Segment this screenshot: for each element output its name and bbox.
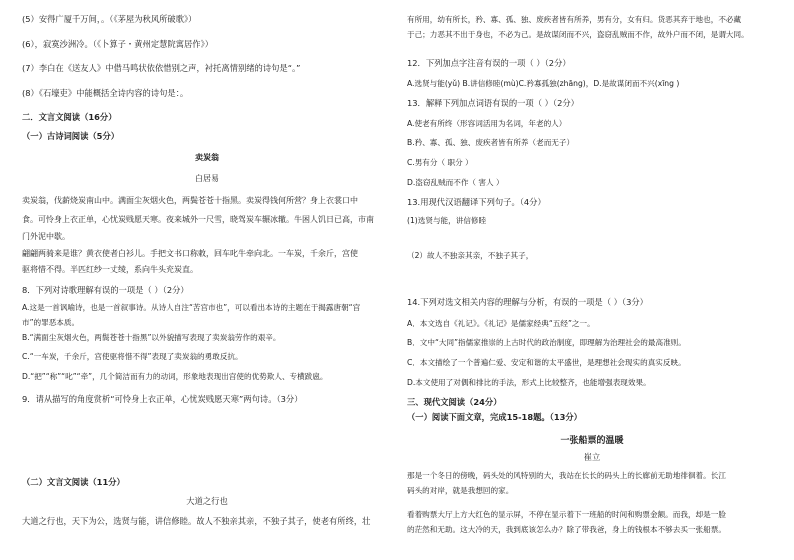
poem-line: 驱将惜不得。半匹红纱一丈绫，系向牛头充炭直。 (22, 265, 198, 274)
fill-blank-6: (6），寂寞沙洲冷。（《卜算子・黄州定慧院寓居作》） (22, 39, 214, 49)
poem-line: 翩翩两骑来是谁？黄衣使者白衫儿。手把文书口称敕，回车叱牛牵向北。一车炭，千余斤，宫使 (22, 249, 358, 258)
option-a: A．本文选自《礼记》。《礼记》是儒家经典“五经”之一。 (407, 319, 595, 328)
fill-blank-5: (5）安得广厦千万间，。（《茅屋为秋风所破歌》） (22, 14, 197, 24)
fill-blank-7: (7）李白在《送友人》中借马鸣状依依惜别之声，衬托离情别绪的诗句是“。” (22, 63, 301, 73)
option-c: C．本文描绘了一个普遍仁爱、安定和谐的太平盛世，是理想社会现实的真实反映。 (407, 358, 686, 367)
poem-line: 食。可怜身上衣正单，心忧炭贱愿天寒。夜来城外一尺雪，晓驾炭车辗冰辙。牛困人饥日已高，市南 (22, 215, 374, 224)
poem-line: 门外泥中歇。 (22, 232, 70, 241)
option-a: A.使老有所终（形容词活用为名词，年老的人） (407, 119, 567, 128)
poem-author: 白居易 (195, 174, 219, 183)
subsection-heading: （一）阅读下面文章，完成15-18题。（13分） (407, 412, 582, 422)
prose-line: 大道之行也，天下为公，选贤与能，讲信修睦。故人不独亲其亲，不独子其子，使老有所终，壮 (22, 516, 371, 526)
story-paragraph: 看着购票大厅上方大红色的显示屏，不停在显示着下一班船的时间和购票金额。而我，却是一脸 (407, 510, 726, 519)
question-12-options: A.选贤与能(yǔ) B.讲信修睦(mù)C.矜寡孤独(zhāng)，D.是故谋闭而不兴(xīng ) (407, 79, 680, 88)
option-a: A.这是一首讽喻诗，也是一首叙事诗。从诗人自注“苦宫市也”，可以看出本诗的主题在于揭露唐朝“宫 (22, 303, 361, 312)
section-heading: 二．文言文阅读（16分） (22, 112, 117, 122)
translate-item-1: (1)选贤与能，讲信修睦 (407, 216, 487, 225)
subsection-heading: （一）古诗词阅读（5分） (22, 131, 120, 141)
section-heading: 三、现代文阅读（24分） (407, 397, 502, 407)
prose-line: 有所用，幼有所长，矜、寡、孤、独、废疾者皆有所养，男有分，女有归。货恶其弃于地也，不必藏 (407, 15, 742, 24)
story-paragraph: 的茫然和无助。这大冷的天，我到底该怎么办？除了带我爸，身上的钱根本不够去买一张船票。 (407, 525, 726, 534)
poem-title: 卖炭翁 (195, 152, 219, 162)
option-d: D.盗窃乱贼而不作（ 害人 ） (407, 178, 504, 187)
question-8: 8．下列对诗歌理解有误的一项是（ ）（2分） (22, 285, 189, 295)
prose-line: 于己；力恶其不出于身也，不必为己。是故谋闭而不兴，盗窃乱贼而不作，故外户而不闭，是谓大同。 (407, 30, 749, 39)
subsection-heading: （二）文言文阅读（11分） (22, 477, 125, 487)
question-14: 14.下列对选文相关内容的理解与分析，有误的一项是（ ）（3分） (407, 297, 648, 307)
fill-blank-8: (8）《石壕吏》中能概括全诗内容的诗句是：。 (22, 88, 189, 98)
option-c: C.男有分（ 职分 ） (407, 158, 473, 167)
option-b: B．文中“大同”指儒家推崇的上古时代的政治制度，即理解为治理社会的最高准则。 (407, 338, 686, 347)
question-12: 12．下列加点字注音有误的一项（ ）（2分） (407, 58, 571, 68)
story-paragraph: 码头的对岸，就是我想回的家。 (407, 486, 514, 495)
option-b: B.“满面尘灰烟火色，两鬓苍苍十指黑”以外貌描写表现了卖炭翁劳作的艰辛。 (22, 333, 281, 342)
option-c: C.“一车炭，千余斤，宫使驱将惜不得”表现了卖炭翁的勇敢反抗。 (22, 352, 243, 361)
poem-line: 卖炭翁，伐薪烧炭南山中。满面尘灰烟火色，两鬓苍苍十指黑。卖炭得钱何所营？身上衣裳口中 (22, 196, 358, 205)
question-9: 9．请从描写的角度赏析“可怜身上衣正单，心忧炭贱愿天寒”两句诗。（3分） (22, 394, 303, 404)
option-b: B.矜、寡、孤、独、废疾者皆有所养（老而无子） (407, 138, 575, 147)
option-d: D.“把”“称”“叱”“牵”，几个简洁而有力的动词，形象地表现出宫使的优势欺人、专横跋扈。 (22, 372, 328, 381)
option-a-cont: 市”的罪恶本质。 (22, 318, 80, 327)
story-title: 一张船票的温暖 (560, 436, 624, 446)
question-13: 13．解释下列加点词语有误的一项（ ）（2分） (407, 98, 579, 108)
question-translate: 13.用现代汉语翻译下列句子。（4分） (407, 197, 546, 207)
story-author: 崔立 (583, 452, 601, 462)
prose-title: 大道之行也 (186, 496, 228, 506)
translate-item-2: （2）故人不独亲其亲，不独子其子， (407, 251, 534, 260)
story-paragraph: 那是一个冬日的傍晚，码头处的风特别的大，我站在长长的码头上的长廊前无助地徘徊着。长江 (407, 471, 726, 480)
option-d: D.本文使用了对偶和排比的手法，形式上比较整齐，也能增强表现效果。 (407, 378, 651, 387)
